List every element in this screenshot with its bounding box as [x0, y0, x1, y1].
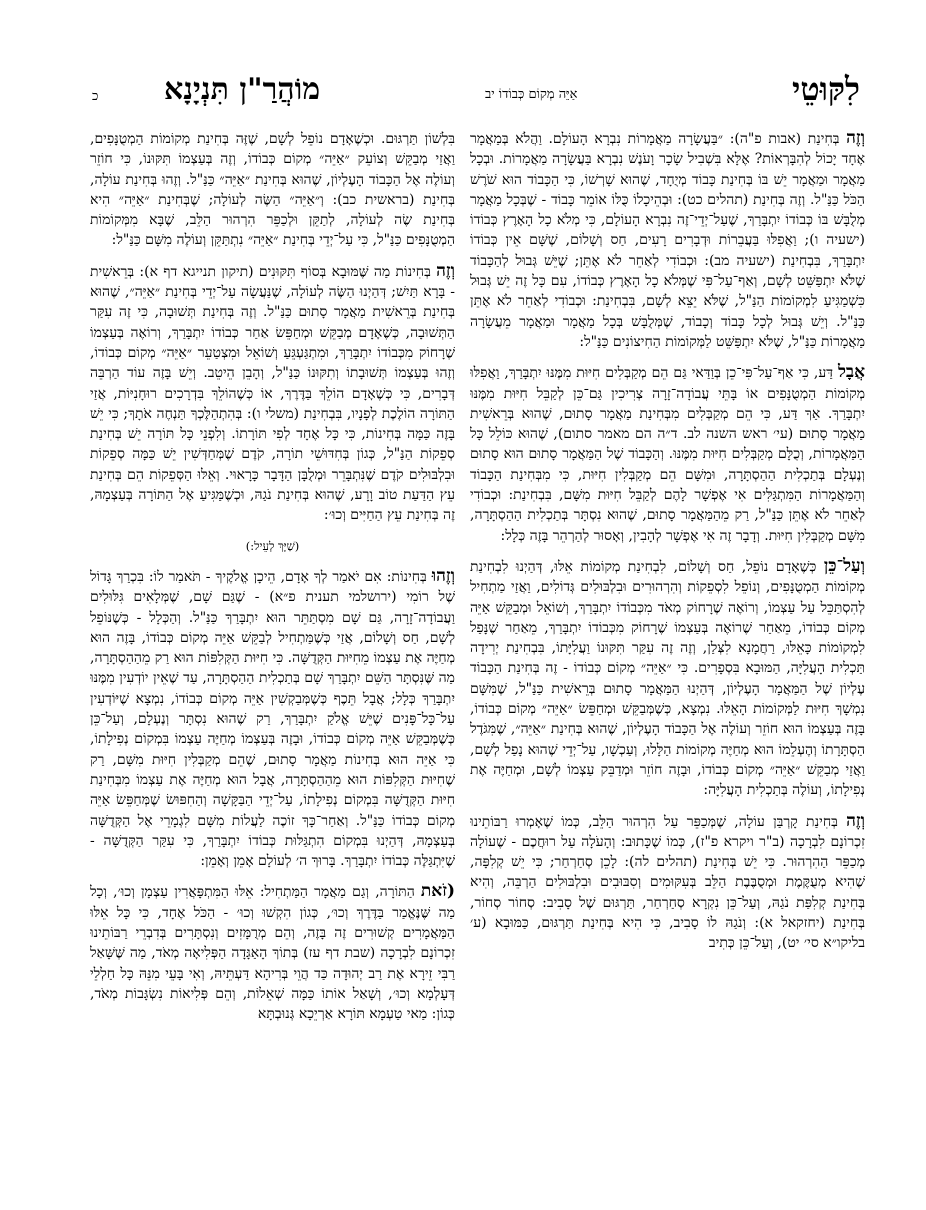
book-title-left: מוֹהֲרַ"ן תִּנְיָנָא: [164, 72, 321, 107]
paragraph-lead-word: וְזֶהוּ: [431, 565, 455, 586]
paragraph-lead-word: אֲבָל: [837, 362, 865, 383]
paragraph-text: כְּשֶׁאָדָם נוֹפֵל, חַס וְשָׁלוֹם, לִבְחִינַת מְקוֹמוֹת אֵלּוּ, דְּהַיְנוּ לִבְחִינַת מְקוֹמוֹת הַמְטֻנָּפִים, וְנוֹפֵל לִסְפֵקוֹת וְהִרְהוּרִים וּבִלְבּוּלִים גְּדוֹלִים, וַאֲזַי מַתְחִיל לְהִסְתַּכֵּל עַל עַצְמוֹ, וְרוֹאֶה שֶׁרָחוֹק מְאֹד מִכְּבוֹדוֹ יִתְבָּרַךְ, וְשׁוֹאֵל וּמְבַקֵּשׁ אַיֵּה מְקוֹם כְּבוֹדוֹ, מֵאַחַר שֶׁרוֹאֶה בְּעַצְמוֹ שֶׁרָחוֹק מִכְּבוֹדוֹ יִתְבָּרַךְ, מֵאַחַר שֶׁנָּפַל לִמְקוֹמוֹת כָּאֵלּוּ, רַחֲמָנָא לִצְּלַן, וְזֶה זֶה עִקַּר תִּקּוּנוֹ וַעֲלִיָּתוֹ, בִּבְחִינַת יְרִידָה תַּכְלִית הָעֲלִיָּה, הַמּוּבָא בִּסְפָרִים. כִּי ״אַיֵּה״ מְקוֹם כְּבוֹדוֹ - זֶה בְּחִינַת הַכָּבוֹד עֶלְיוֹן שֶׁל הַמַּאֲמָר הָעֶלְיוֹן, דְּהַיְנוּ הַמַּאֲמָר סָתוּם בְּרֵאשִׁית כַּנַּ"ל, שֶׁמִּשָּׁם נִמְשָׁךְ חִיּוּת לַמְּקוֹמוֹת הָאֵלּוּ. נִמְצָא, כְּשֶׁמְּבַקֵּשׁ וּמְחַפֵּשׂ ״אַיֵּה״ מְקוֹם כְּבוֹדוֹ, בָּזֶה בְּעַצְמוֹ הוּא חוֹזֵר וְעוֹלֶה אֶל הַכָּבוֹד הָעֶלְיוֹן, שֶׁהוּא בְּחִינַת ״אַיֵּה״, שֶׁמִּגֹּדֶל הַסְתָּרָתוֹ וְהֶעְלֵמוֹ הוּא מְחַיֶּה מְקוֹמוֹת הַלָּלוּ, וְעַכְשָׁו, עַל־יְדֵי שֶׁהוּא נָפַל לְשָׁם, וַאֲזַי מְבַקֵּשׁ ״אַיֵּה״ מְקוֹם כְּבוֹדוֹ, וּבָזֶה חוֹזֵר וּמְדַבֵּק עַצְמוֹ לְשָׁם, וּמְחַיֶּה אֶת נְפִילָתוֹ, וְעוֹלֶה בְּתַכְלִית הָעֲלִיָּה:: [470, 558, 865, 799]
paragraph: [470, 556, 865, 801]
paragraph-lead-word: וְזֶה: [846, 128, 865, 148]
paragraph-text: בְּחִינַת קָרְבַּן עוֹלָה, שֶׁמְּכַפֵּר עַל הִרְהוּר הַלֵּב, כְּמוֹ שֶׁאָמְרוּ רַבּוֹתֵינוּ זִכְרוֹנָם לִבְרָכָה (ב"ר ויקרא פ"ז), כְּמוֹ שֶׁכָּתוּב: וְהָעֹלָה עַל רוּחֲכֶם - שֶׁעוֹלָה מְכַפֵּר הַהִרְהוּר. כִּי יֵשׁ בְּחִינַת (תהלים לה): לָכֵן סְחַרְחַר; כִּי יֵשׁ קְלִפָּה, שֶׁהִיא מְעֻקֶּמֶת וּמְסֻבֶּבֶת הַלֵּב בְּעִקּוּמִים וְסִבּוּבִים וּבִלְבּוּלִים הַרְבֵּה, וְהִיא בְּחִינַת קְלִפַּת נֹגַהּ, וְעַל־כֵּן נִקְרָא סְחַרְחַר, תַּרְגּוּם שֶׁל סָבִיב: סְחוֹר סְחוֹר, בְּחִינַת (יחזקאל א): וְנֹגַהּ לוֹ סָבִיב, כִּי הִיא בְּחִינַת תַּרְגּוּם, כַּמּוּבָא (ע׳ בליקו״א סי׳ יט), וְעַל־כֵּן כְּתִיב: [470, 813, 865, 952]
paragraph: [470, 811, 865, 954]
paragraph: [470, 128, 865, 352]
paragraph: [90, 566, 455, 871]
paragraph-text: דַּע, כִּי אַף־עַל־פִּי־כֵן בְּוַדַּאי גַּם הֵם מְקַבְּלִים חִיּוּת מִמֶּנּוּ יִתְבָּרַךְ, וַאֲפִלּוּ מְקוֹמוֹת הַמְטֻנָּפִים אוֹ בָּתֵּי עֲבוֹדָה־זָרָה צְרִיכִין גַּם־כֵּן לְקַבֵּל חִיּוּת מִמֶּנּוּ יִתְבָּרַךְ. אַךְ דַּע, כִּי הֵם מְקַבְּלִים מִבְּחִינַת מַאֲמָר סָתוּם, שֶׁהוּא בְּרֵאשִׁית מַאֲמָר סָתוּם (עי׳ ראש השנה לב. ד״ה הם מאמר סתום), שֶׁהוּא כּוֹלֵל כָּל הַמַּאֲמָרוֹת, וְכֻלָּם מְקַבְּלִים חִיּוּת מִמֶּנּוּ. וְהַכָּבוֹד שֶׁל הַמַּאֲמָר סָתוּם הוּא סָתוּם וְנֶעְלָם בְּתַכְלִית הַהַסְתָּרָה, וּמִשָּׁם הֵם מְקַבְּלִין חִיּוּת, כִּי מִבְּחִינַת הַכָּבוֹד וְהַמַּאֲמָרוֹת הַמִּתְגַּלִּים אִי אֶפְשָׁר לָהֶם לְקַבֵּל חִיּוּת מִשָּׁם, בִּבְחִינַת: וּכְבוֹדִי לְאַחֵר לֹא אֶתֵּן כַּנַּ"ל, רַק מֵהַמַּאֲמָר סָתוּם, שֶׁהוּא נִסְתָּר בְּתַכְלִית הַהַסְתָּרָה, מִשָּׁם מְקַבְּלִין חִיּוּת. וְדָבָר זֶה אִי אֶפְשָׁר לְהָבִין, וְאָסוּר לְהַרְהֵר בָּזֶה כְּלָל:: [470, 365, 865, 544]
paragraph-lead-word: (זֹאת: [420, 881, 455, 902]
paragraph: [90, 128, 455, 251]
paragraph-text: הַתּוֹרָה, וְגַם מַאֲמָר הַמַּתְחִיל: אֵלּוּ הַמִּתְפָּאֲרִין עַצְמָן וְכוּ׳, וְכָל מַה שֶּׁנֶּאֱמַר בַּדֶּרֶךְ וְכוּ׳, כְּגוֹן הִקְשׁוּ וְכוּ׳ - הַכֹּל אֶחָד, כִּי כָּל אֵלּוּ הַמַּאֲמָרִים קְשׁוּרִים זֶה בָּזֶה, וְהֵם מְרֻמָּזִים וְנִסְתָּרִים בְּדִבְרֵי רַבּוֹתֵינוּ זִכְרוֹנָם לִבְרָכָה (שבת דף עז) בְּתוֹךְ הָאַגָּדָה הַפְּלִיאָה מְאֹד, מַה שֶּׁשָּׁאַל רַבִּי זֵירָא אֶת רַב יְהוּדָה כַּד הֲוֵי בְּרִיהָא דַּעְתֵּיהּ, וְאִי בָּעֵי מִנֵּהּ כָּל חַלְלֵי דְּעָלְמָא וְכוּ׳, וְשָׁאַל אוֹתוֹ כַּמָּה שְׁאֵלוֹת, וְהֵם פְּלִיאוֹת נִשְׂגָּבוֹת מְאֹד, כְּגוֹן: מַאי טַעְמָא תּוֹרָא אַרְיֵכָא גְּנוּבְתָּא: [90, 884, 455, 1023]
paragraph-text: בְּחִינוֹת: אִם יֹאמַר לְךָ אָדָם, הֵיכָן אֱלֹקֶיךָ - תֹּאמַר לוֹ: בִּכְרַךְ גָּדוֹל שֶׁל רוֹמִי (ירושלמי תענית פ״א) - שֶׁגַּם שָׁם, שֶׁמְּלָאִים גִּלּוּלִים וַעֲבוֹדָה־זָרָה, גַּם שָׁם מִסְתַּתֵּר הוּא יִתְבָּרַךְ כַּנַּ"ל. וְהַכְּלָל - כְּשֶׁנּוֹפֵל לְשָׁם, חַס וְשָׁלוֹם, אֲזַי כְּשֶׁמַּתְחִיל לְבַקֵּשׁ אַיֵּה מְקוֹם כְּבוֹדוֹ, בָּזֶה הוּא מְחַיֶּה אֶת עַצְמוֹ מֵחִיּוּת הַקְּדֻשָּׁה. כִּי חִיּוּת הַקְּלִפּוֹת הוּא רַק מֵהַהַסְתָּרָה, מַה שֶּׁנִּסְתָּר הַשֵּׁם יִתְבָּרַךְ שָׁם בְּתַכְלִית הַהַסְתָּרָה, עַד שֶׁאֵין יוֹדְעִין מִמֶּנּוּ יִתְבָּרַךְ כְּלָל; אֲבָל תֵּכֶף כְּשֶׁמְּבַקְשִׁין אַיֵּה מְקוֹם כְּבוֹדוֹ, נִמְצָא שֶׁיּוֹדְעִין עַל־כָּל־פָּנִים שֶׁיֵּשׁ אֱלֹקַ יִתְבָּרַךְ, רַק שֶׁהוּא נִסְתָּר וְנֶעְלָם, וְעַל־כֵּן כְּשֶׁמְּבַקֵּשׁ אַיֵּה מְקוֹם כְּבוֹדוֹ, וּבָזֶה בְּעַצְמוֹ מְחַיֶּה עַצְמוֹ בִּמְקוֹם נְפִילָתוֹ, כִּי אַיֵּה הוּא בְּחִינוֹת מַאֲמָר סָתוּם, שֶׁהֵם מְקַבְּלִין חִיּוּת מִשָּׁם, רַק שֶׁחִיּוּת הַקְּלִפּוֹת הוּא מֵהַהַסְתָּרָה, אֲבָל הוּא מְחַיֶּה אֶת עַצְמוֹ מִבְּחִינַת חִיּוּת הַקְּדֻשָּׁה בִּמְקוֹם נְפִילָתוֹ, עַל־יְדֵי הַבַּקָּשָׁה וְהַחִפּוּשׂ שֶׁמְּחַפֵּשׂ אַיֵּה מְקוֹם כְּבוֹדוֹ כַּנַּ"ל. וְאַחַר־כָּךְ זוֹכֶה לַעֲלוֹת מִשָּׁם לִגְמָרֵי אֶל הַקְּדֻשָּׁה בְּעַצְמָהּ, דְּהַיְנוּ בִּמְקוֹם הִתְגַּלּוּת כְּבוֹדוֹ יִתְבָּרַךְ, כִּי עִקַּר הַקְּדֻשָּׁה - שֶׁיִּתְגַּלֶּה כְּבוֹדוֹ יִתְבָּרַךְ. בָּרוּךְ ה׳ לְעוֹלָם אָמֵן וְאָמֵן:: [90, 568, 455, 870]
paragraph-lead-word: וְזֶה: [436, 260, 455, 281]
paragraph-text: בִּלְשׁוֹן תַּרְגּוּם. וּכְשֶׁאָדָם נוֹפֵל לְשָׁם, שֶׁזֶּה בְּחִינַת מְקוֹמוֹת הַמְטֻנָּפִים, וַאֲזַי מְבַקֵּשׁ וְצוֹעֵק ״אַיֵּה״ מְקוֹם כְּבוֹדוֹ, וְזֶה בְּעַצְמוֹ תִּקּוּנוֹ, כִּי חוֹזֵר וְעוֹלֶה אֶל הַכָּבוֹד הָעֶלְיוֹן, שֶׁהוּא בְּחִינַת ״אַיֵּה״ כַּנַּ"ל. וְזֶהוּ בְּחִינַת עוֹלָה, בְּחִינַת (בראשית כב): וְ״אַיֵּה״ הַשֶּׂה לְעוֹלָה; שֶׁבְּחִינַת ״אַיֵּה״ הִיא בְּחִינַת שֶׂה לְעוֹלָה, לְתַקֵּן וּלְכַפֵּר הִרְהוּר הַלֵּב, שֶׁבָּא מִמְּקוֹמוֹת הַמְטֻנָּפִים כַּנַּ"ל, כִּי עַל־יְדֵי בְּחִינַת ״אַיֵּה״ נִתְתַּקֵּן וְעוֹלֶה מִשָּׁם כַּנַּ"ל:: [90, 131, 455, 249]
paragraph-lead-word: וְזֶה: [846, 810, 865, 831]
left-column: [90, 128, 455, 1198]
paragraph: [470, 362, 865, 546]
paragraph-text: בְּחִינַת (אבות פ"ה): ״בַּעֲשָׂרָה מַאֲמָרוֹת נִבְרָא הָעוֹלָם. וַהֲלֹא בְּמַאֲמָר אֶחָד יָכוֹל לְהִבָּרְאוֹת? אֶלָּא בִּשְׁבִיל שָׂכָר וָעֹנֶשׁ נִבְרָא בַּעֲשָׂרָה מַאֲמָרוֹת. וּבְכָל מַאֲמָר וּמַאֲמָר יֵשׁ בּוֹ בְּחִינַת כָּבוֹד מְיֻחָד, שֶׁהוּא שָׁרְשׁוֹ, כִּי הַכָּבוֹד הוּא שֹׁרֶשׁ הַכֹּל כַּנַּ"ל. וְזֶה בְּחִינַת (תהלים כט): וּבְהֵיכָלוֹ כֻּלּוֹ אוֹמֵר כָּבוֹד - שֶׁבְּכָל מַאֲמָר מְלֻבָּשׁ בּוֹ כְּבוֹדוֹ יִתְבָּרַךְ, שֶׁעַל־יְדֵי־זֶה נִבְרָא הָעוֹלָם, כִּי מְלֹא כָל הָאָרֶץ כְּבוֹדוֹ (ישעיה ו); וַאֲפִלּוּ בַּעֲבֵרוֹת וּדְבָרִים רָעִים, חַס וְשָׁלוֹם, שֶׁשָּׁם אֵין כְּבוֹדוֹ יִתְבָּרַךְ, בִּבְחִינַת (ישעיה מב): וּכְבוֹדִי לְאַחֵר לֹא אֶתֵּן; שֶׁיֵּשׁ גְּבוּל לְהַכָּבוֹד שֶׁלֹּא יִתְפַּשֵּׁט לְשָׁם, וְאַף־עַל־פִּי שֶׁמְּלֹא כָל הָאָרֶץ כְּבוֹדוֹ, עִם כָּל זֶה יֵשׁ גְּבוּל כִּשְׁמַגִּיעַ לִמְקוֹמוֹת הַנַּ"ל, שֶׁלֹּא יֵצֵא לְשָׁם, בִּבְחִינַת: וּכְבוֹדִי לְאַחֵר לֹא אֶתֵּן כַּנַּ"ל. וְיֵשׁ גְּבוּל לְכָל כָּבוֹד וְכָבוֹד, שֶׁמְּלֻבָּשׁ בְּכָל מַאֲמָר וּמַאֲמָר מֵעֲשָׂרָה מַאֲמָרוֹת כַּנַּ"ל, שֶׁלֹּא יִתְפַּשֵּׁט לַמְּקוֹמוֹת הַחִיצוֹנִים כַּנַּ"ל:: [470, 131, 865, 350]
section-note: (שַׁיָּךְ לְעֵיל:): [245, 538, 300, 553]
page-header: [90, 68, 860, 114]
paragraph: [90, 881, 455, 1024]
book-title-right: לִקּוּטֵי: [792, 70, 860, 108]
paragraph-lead-word: וְעַל־כֵּן: [823, 555, 865, 576]
right-column: [470, 128, 865, 1198]
paragraph-text: בְּחִינוֹת מַה שֶּׁמּוּבָא בְּסוֹף תִּקּוּנִים (תיקון תנייגא דף א): בְּרֵאשִׁית - בָּרָא תַּיִשׁ; דְּהַיְנוּ הַשֶּׂה לְעוֹלָה, שֶׁנַּעֲשָׂה עַל־יְדֵי בְּחִינַת ״אַיֵּה״, שֶׁהוּא בְּחִינַת בְּרֵאשִׁית מַאֲמָר סָתוּם כַּנַּ"ל. וְזֶה בְּחִינַת תְּשׁוּבָה, כִּי זֶה עִקַּר הַתְּשׁוּבָה, כְּשֶׁאָדָם מְבַקֵּשׁ וּמְחַפֵּשׂ אַחַר כְּבוֹדוֹ יִתְבָּרַךְ, וְרוֹאֶה בְּעַצְמוֹ שֶׁרָחוֹק מִכְּבוֹדוֹ יִתְבָּרַךְ, וּמִתְגַּעְגֵּעַ וְשׁוֹאֵל וּמִצְטַעֵר ״אַיֵּה״ מְקוֹם כְּבוֹדוֹ, וְזֶהוּ בְּעַצְמוֹ תְּשׁוּבָתוֹ וְתִקּוּנוֹ כַּנַּ"ל, וְהָבֵן הֵיטֵב. וְיֵשׁ בָּזֶה עוֹד הַרְבֵּה דְּבָרִים, כִּי כְּשֶׁאָדָם הוֹלֵךְ בַּדֶּרֶךְ, אוֹ כְּשֶׁהוֹלֵךְ בִּדְרָכִים רוּחָנִיּוֹת, אֲזַי הַתּוֹרָה הוֹלֶכֶת לְפָנָיו, בִּבְחִינַת (משלי ו): בְּהִתְהַלֶּכְךָ תַּנְחֶה אֹתָךְ; כִּי יֵשׁ בָּזֶה כַּמָּה בְּחִינוֹת, כִּי כָּל אֶחָד לְפִי תּוֹרָתוֹ. וְלִפְנֵי כָּל תּוֹרָה יֵשׁ בְּחִינַת סְפֵקוֹת הַנַּ"ל, כְּגוֹן בְּחִדּוּשֵׁי תוֹרָה, קֹדֶם שֶׁמְּחַדְּשִׁין יֵשׁ כַּמָּה סְפֵקוֹת וּבִלְבּוּלִים קֹדֶם שֶׁנִּתְבָּרֵר וּמְלֻבָּן הַדָּבָר כָּרָאוּי. וְאֵלּוּ הַסְּפֵקוֹת הֵם בְּחִינַת עֵץ הַדַּעַת טוֹב וָרָע, שֶׁהוּא בְּחִינַת נֹגַהּ, וּכְשֶׁמַּגִּיעַ אֶל הַתּוֹרָה בְּעַצְמָהּ, זֶה בְּחִינַת עֵץ הַחַיִּים וְכוּ׳:: [90, 263, 455, 524]
page-number: כ: [92, 89, 99, 104]
paragraph: [90, 261, 455, 526]
running-section-title: אַיֵּה מְקוֹם כְּבוֹדוֹ יב: [485, 87, 578, 102]
